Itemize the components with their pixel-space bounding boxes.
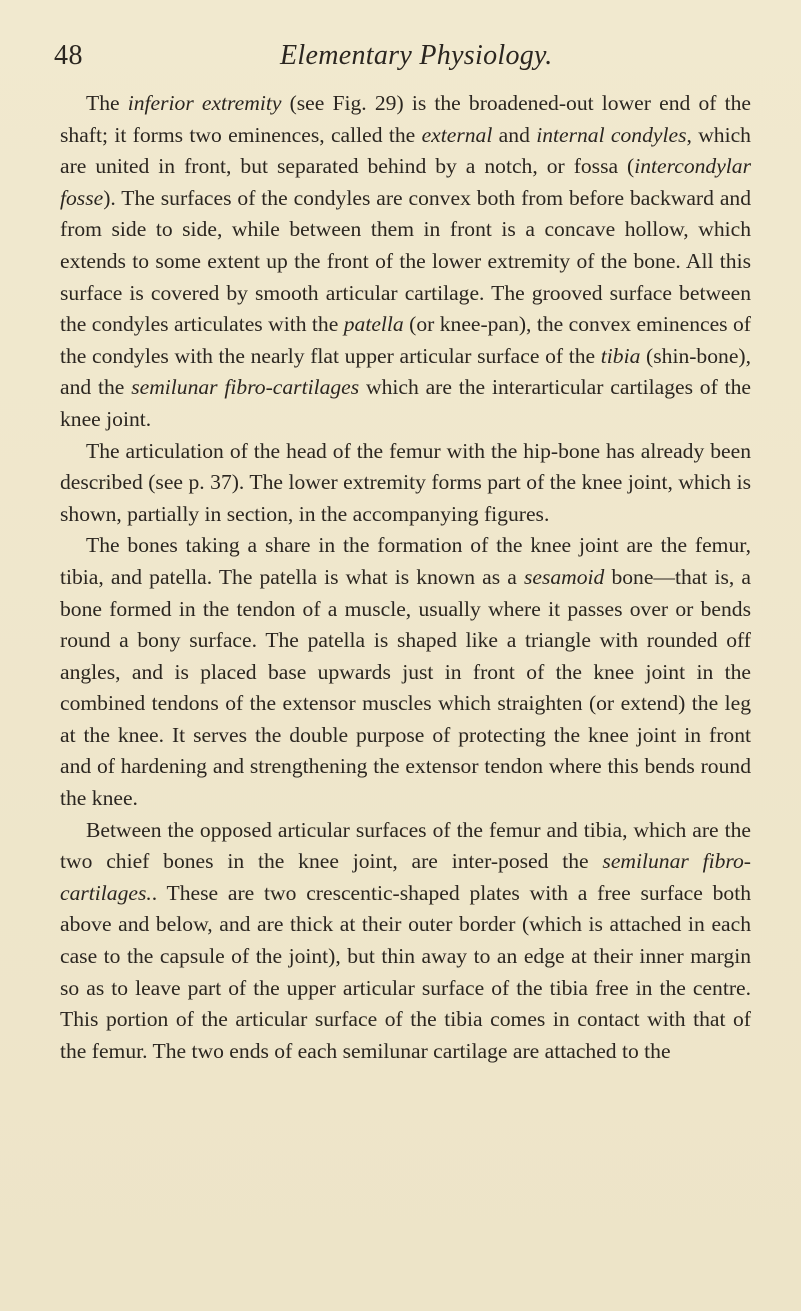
paragraph: [60, 815, 751, 1068]
body-text: [60, 88, 751, 1067]
italic-term: external: [421, 122, 493, 147]
text-run: (or knee-pan), the convex eminences of the condyles with the nearly flat upper articular surface of the: [60, 312, 751, 368]
text-run: which are the interarticular cartilages of the knee joint.: [60, 375, 751, 431]
paragraph: [60, 436, 751, 531]
italic-term: semilunar fibro-cartilages: [131, 375, 360, 400]
running-title: Elementary Physiology.: [280, 40, 553, 71]
italic-term: internal condyles: [536, 122, 687, 147]
paragraph: [60, 530, 751, 814]
text-run: ). The surfaces of the condyles are convex both from before backward and from side to side, while between them in front is a concave hollow, which extends to some extent up the front of the lower extremity of the bone. All this surface is covered by smooth articular cartilage. The grooved surface between the condyles articulates with the: [60, 185, 751, 337]
running-head: [54, 40, 751, 80]
paragraph: [60, 88, 751, 436]
text-run: The: [86, 91, 128, 115]
italic-term: inferior extremity: [127, 91, 282, 115]
italic-term: semilunar fibro-cartilages.: [60, 849, 751, 905]
italic-term: tibia: [600, 343, 641, 368]
text-run: (shin-bone), and the: [60, 343, 752, 400]
italic-term: intercondylar fosse: [60, 154, 751, 210]
text-run: The bones taking a share in the formation of the knee joint are the femur, tibia, and patella. The patella is what is known as a: [60, 533, 751, 589]
text-run: The articulation of the head of the femur with the hip-bone has already been described (see p. 37). The lower extremity forms part of the knee joint, which is shown, partially in section, in the accompanying figures.: [60, 438, 751, 526]
text-run: . These are two crescentic-shaped plates with a free surface both above and below, and are thick at their outer border (which is attached in each case to the capsule of the joint), but thin away to an edge at their inner margin so as to leave part of the upper articular surface of the tibia free in the centre. This portion of the articular surface of the tibia comes in contact with that of the femur. The two ends of each semilunar cartilage are attached to the: [60, 880, 751, 1063]
text-run: and: [492, 122, 537, 147]
italic-term: patella: [343, 312, 404, 337]
text-run: (see Fig. 29) is the broadened-out lower end of the shaft; it forms two eminences, called the: [60, 91, 751, 147]
italic-term: sesamoid: [523, 564, 605, 589]
text-run: , which are united in front, but separated behind by a notch, or fossa (: [60, 122, 751, 179]
text-run: bone—that is, a bone formed in the tendon of a muscle, usually where it passes over or bends round a bony surface. The patella is shaped like a triangle with rounded off angles, and is placed base upwards just in front of the knee joint in the combined tendons of the extensor muscles which straighten (or extend) the leg at the knee. It serves the double purpose of protecting the knee joint in front and of hardening and strengthening the extensor tendon where this bends round the knee.: [60, 564, 751, 811]
text-run: Between the opposed articular surfaces of the femur and tibia, which are the two chief bones in the knee joint, are inter-posed the: [60, 817, 751, 874]
page-number: 48: [54, 40, 83, 71]
